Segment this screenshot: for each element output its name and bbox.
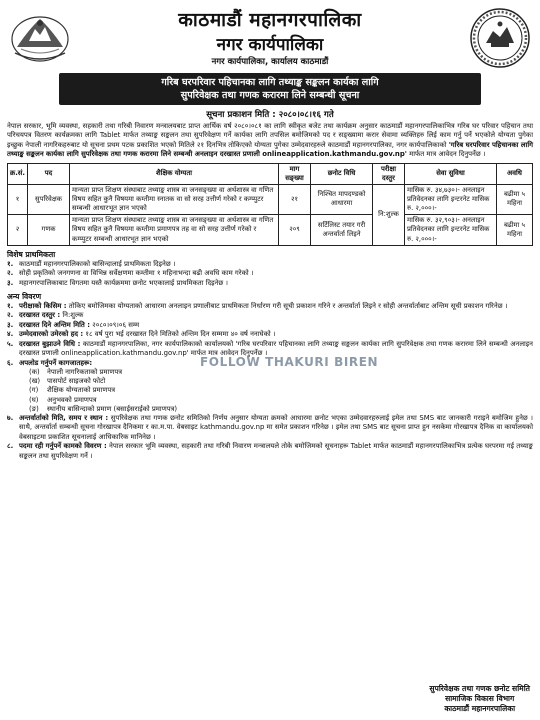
signature-line-2: सामाजिक विकास विभाग (445, 694, 515, 703)
cell-qualification: मान्यता प्राप्त शिक्षण संस्थाबाट तथ्याङ्क शास्त्र वा जनसङ्ख्या वा अर्थशास्त्र वा गणित विषय सहित कुनै विषयमा कम्तीमा स्नातक वा सो सरह उत्तीर्ण गरेको र कम्प्युटर सम्बन्धी आधारभूत ज्ञान भएको (69, 184, 278, 215)
list-item: ८. पदमा रही गर्नुपर्ने कामको विवरण : नेपाल सरकार भूमि व्यवस्था, सहकारी तथा गरिबी निवारण मन्त्रालयले तोके बमोजिमको सूचनाहरू Tablet मार्फत काठमाडौं महानगरपालिकाभित्र प्रत्येक घरपरमा गई तथ्याङ्क सङ्कलन तथा सुपरिवेक्षण गर्ने । (7, 442, 533, 460)
other-details-list-2 (7, 414, 533, 461)
list-item: ६. अपलोड गर्नुपर्ने कागजातहरू: (7, 358, 93, 367)
cell-post: गणक (27, 215, 69, 246)
cell-post: सुपरिवेक्षक (27, 184, 69, 215)
col-qualification: शैक्षिक योग्यता (69, 163, 278, 184)
list-item: २. दरखास्त दस्तुर : नि:शुल्क (7, 311, 84, 320)
list-item: ५. दरखास्त बुझाउने विधि : काठमाडौं महानगरपालिका, नगर कार्यपालिकाको कार्यालयको 'गरिब घरपरिवार पहिचानका लागि तथ्याङ्क सङ्कलन कार्यका लागि सुपरिवेक्षक तथा गणक करारमा लिने सम्बन्धी अनलाइन दरखास्त प्रणाली onlineapplication.kathmandu.gov.np' मार्फत मात्र आवेदन दिनुपर्नेछ । (7, 339, 533, 358)
cell-duration: बढीमा ५ महिना (497, 184, 533, 215)
col-sn: क्र.सं. (8, 163, 28, 184)
office-address: नगर कार्यपालिका, कार्यालय काठमाडौं (211, 57, 329, 67)
cell-qualification: मान्यता प्राप्त शिक्षण संस्थाबाट तथ्याङ्क शास्त्र वा जनसङ्ख्या वा अर्थशास्त्र वा गणित विषय सहित कुनै विषयमा कम्तीमा प्रमाणपत्र तह वा सो सरह उत्तीर्ण गरेको र कम्प्युटर सम्बन्धी आधारभूत ज्ञान भएको (69, 215, 278, 246)
documents-list (7, 368, 533, 414)
table-header-row (8, 163, 533, 184)
cell-duration: बढीमा ५ महिना (497, 215, 533, 246)
cell-sn: २ (8, 215, 28, 246)
cell-sn: १ (8, 184, 28, 215)
list-item: ४. उम्मेदवारको उमेरको हद : १८ वर्ष पुरा भई दरखास्त दिने मितिको अन्तिम दिन सम्ममा ४० वर्ष ननाघेको । (7, 330, 276, 339)
publish-date: सूचना प्रकाशन मिति : २०८०।०८।१६ गते (206, 110, 334, 120)
list-item: १. परीक्षाको किसिम : तोकिए बमोजिमका योग्यताको आधारमा अनलाइन प्रणालीबाट प्राथमिकता निर्धारण गरी सूची प्रकाशन गरिने र अन्तर्वार्ता लिइने र सोही अन्तर्वार्ताबाट अन्तिम सूची प्रकाशन गरिनेछ । (7, 302, 508, 311)
cell-fee: नि:शुल्क (373, 184, 405, 245)
posts-table (7, 163, 533, 246)
cell-benefit: मासिक रु. ३४,७३०।- अनलाइन प्रतिवेदनका लागि इन्टरनेट मासिक रु. २,०००।- (405, 184, 497, 215)
table-row (8, 184, 533, 215)
cell-benefit: मासिक रु. ३२,९०३।- अनलाइन प्रतिवेदनका लागि इन्टरनेट मासिक रु. २,०००।- (405, 215, 497, 246)
intro-paragraph (7, 122, 533, 160)
municipality-title: काठमाडौं महानगरपालिका (178, 9, 362, 31)
cell-method: निश्चित मापदण्डको आधारमा (311, 184, 373, 215)
signature-line-3: काठमाडौं महानगरपालिका (444, 704, 516, 713)
list-item: ३. दरखास्त दिने अन्तिम मिति : २०८०।०९।०६ सम्म (7, 320, 140, 329)
other-details-title: अन्य विवरण (7, 292, 42, 302)
cell-demand: २०९ (279, 215, 311, 246)
col-fee: परीक्षा दस्तुर (373, 163, 405, 184)
list-item: (क) नेपाली नागरिकताको प्रमाणपत्र (29, 367, 123, 376)
list-item: २. सोही प्रकृतिको जनगणना वा विभिन्न सर्वेक्षणमा कम्तीमा १ महिनाभन्दा बढी अवधि काम गरेको । (7, 269, 254, 278)
col-method: छनोट विधि (311, 163, 373, 184)
col-duration: अवधि (497, 163, 533, 184)
kmc-seal-icon (469, 7, 531, 69)
list-item: १. काठमाडौं महानगरपालिकाको बासिन्दालाई प्राथमिकता दिइनेछ । (7, 259, 176, 268)
list-item: (ङ) स्थानीय बासिन्दाको प्रमाण (बसाईसराईको प्रमाणपत्र) (29, 404, 178, 413)
col-demand: माग सङ्ख्या (279, 163, 311, 184)
intro-part-2: मार्फत मात्र आवेदन दिनुपर्नेछ । (409, 150, 486, 159)
banner-line-2: सुपरिवेक्षक तथा गणक करारमा लिने सम्बन्धी सूचना (180, 90, 360, 101)
cell-demand: २१ (279, 184, 311, 215)
signature-line-1: सुपरिवेक्षक तथा गणक छनोट समिति (429, 684, 530, 693)
priority-title: विशेष प्राथमिकता (7, 249, 56, 259)
priority-list (7, 260, 533, 288)
list-item: (ग) शैक्षिक योग्यताको प्रमाणपत्र (29, 386, 116, 395)
col-post: पद (27, 163, 69, 184)
list-item: (घ) अनुभवको प्रमाणपत्र (29, 395, 97, 404)
table-row (8, 215, 533, 246)
office-title: नगर कार्यपालिका (216, 35, 324, 55)
signature-block (429, 684, 530, 714)
notice-banner (59, 73, 481, 105)
intro-bold: 'गरिब घरपरिवार पहिचानका लागि तथ्याङ्क सङ्कलन कार्यका लागि सुपरिवेक्षक तथा गणक करारमा लिने सम्बन्धी अनलाइन दरखास्त प्रणाली onlineapplication.kathmandu.gov.np' (7, 140, 533, 159)
intro-part-1: नेपाल सरकार, भूमि व्यवस्था, सहकारी तथा गरिबी निवारण मन्त्रालयबाट प्राप्त आर्थिक वर्ष २०८०।०८१ का लागि स्वीकृत बजेट तथा कार्यक्रम अनुसार काठमाडौं महानगरपालिकाभित्र गरिब घर परिवार पहिचान तथा परिचयपत्र वितरण कार्यक्रमका लागि Tablet मार्फत तथ्याङ्क सङ्कलन तथा सुपरिवेक्षण गर्ने कार्यका लागि तपसिल बमोजिमको पद र सङ्ख्यामा करार सेवामा व्यक्तिहरु लिई काम गर्नु पर्ने भएकोले योग्यता पुगेका इच्छुक नेपाली नागरिकहरुबाट यो सूचना प्रथम पटक प्रकाशित भएको मितिले २१ दिनभित्र तोकिएको योग्यता पुगेका उम्मेदवारहरुले काठमाडौं महानगरपालिका, नगर कार्यपालिकाको (7, 122, 533, 149)
banner-line-1: गरिब घरपरिवार पहिचानका लागि तथ्याङ्क सङ्कलन कार्यका लागि (161, 77, 379, 88)
list-item: ७. अन्तर्वार्ताको मिति, समय र स्थान : सुपरिवेक्षक तथा गणक छनोट समितिको निर्णय अनुसार योग्यता क्रमको आधारमा छनोट भएका उम्मेदवारहरुलाई इमेल तथा SMS बाट जानकारी गराइने बमोजिम हुनेछ । साथै, अन्तर्वार्ता सम्बन्धी सूचना गोरखापत्र दैनिकमा र का.म.पा. वेबसाइट kathmandu.gov.np मा समेत प्रकाशन गरिनेछ । इमेल तथा SMS बाट सूचना प्राप्त हुन नसकेमा गोरखापत्र दैनिक वा कार्यालयको वेबसाइटमा प्रकाशित सूचनालाई आधिकारिक मानिनेछ । (7, 413, 533, 441)
list-item: ३. महानगरपालिकाबाट विगतमा यस्तै कार्यक्रममा छनोट भएकालाई प्राथमिकता दिइनेछ । (7, 278, 228, 287)
watermark-text: FOLLOW THAKURI BIREN (200, 355, 379, 369)
notice-header (7, 5, 533, 73)
cell-method: सर्टिलिस्ट तयार गरी अन्तर्वार्ता लिइने (311, 215, 373, 246)
list-item: (ख) पासपोर्ट साइजको फोटो (29, 377, 106, 386)
col-benefit: सेवा सुविधा (405, 163, 497, 184)
